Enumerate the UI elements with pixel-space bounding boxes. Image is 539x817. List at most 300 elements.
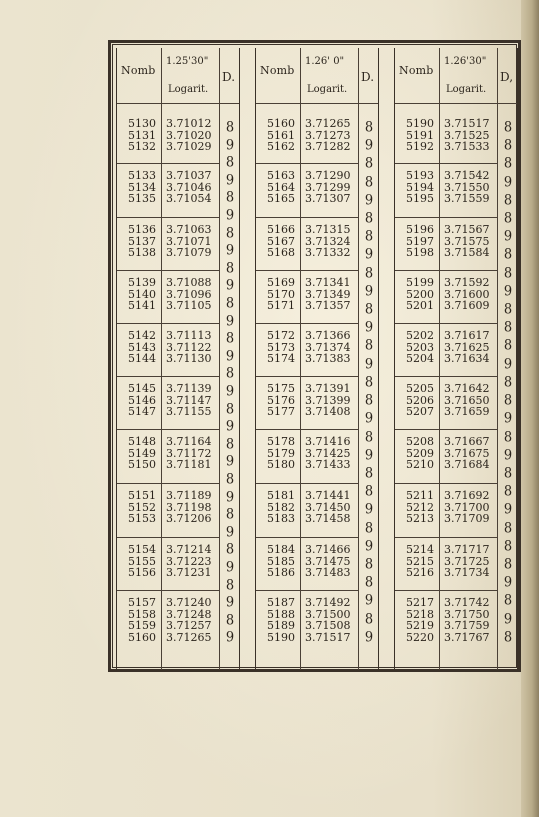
group-separator [117,483,219,484]
table-cell-logarit: 3.71012 [166,117,212,130]
group-separator [117,537,219,538]
table-cell-logarit: 3.71425 [305,446,351,460]
table-cell-logarit: 3.71759 [444,619,490,632]
table-cell-logarit: 3.71734 [444,566,490,579]
header-angle: 1.26' 0" [305,56,345,67]
table-cell-nomb: 5131 [128,128,156,142]
table-cell-difference: 8 [503,538,513,555]
table-cell-difference: 9 [364,137,374,154]
table-cell-difference: 8 [225,295,235,312]
table-cell-logarit: 3.71659 [444,405,490,418]
table-cell-difference: 8 [503,519,513,537]
table-cell-logarit: 3.71357 [305,299,351,312]
table-cell-logarit: 3.71147 [166,393,212,407]
group-separator [117,270,219,271]
table-cell-difference: 9 [225,348,235,365]
table-cell-difference: 8 [225,400,235,418]
table-cell-logarit: 3.71542 [444,169,490,182]
table-cell-logarit: 3.71307 [305,192,351,205]
table-block-1 [116,48,240,670]
table-cell-logarit: 3.71642 [444,382,490,395]
table-cell-difference: 8 [364,210,374,227]
table-cell-nomb: 5164 [267,180,295,194]
table-cell-nomb: 5139 [128,276,156,289]
table-cell-logarit: 3.71265 [305,117,351,130]
group-separator [395,590,497,591]
table-cell-difference: 8 [225,260,235,277]
table-cell-nomb: 5191 [406,128,434,142]
table-cell-nomb: 5156 [128,566,156,579]
table-cell-difference: 8 [364,519,374,537]
table-cell-difference: 9 [225,312,235,330]
table-cell-nomb: 5150 [128,458,156,471]
table-cell-nomb: 5177 [267,405,295,418]
table-cell-logarit: 3.71172 [166,446,212,460]
table-cell-difference: 8 [225,471,235,488]
header-nomb: Nomb [121,64,156,77]
table-cell-difference: 9 [364,355,374,373]
table-cell-nomb: 5182 [267,500,295,514]
table-cell-nomb: 5134 [128,180,156,194]
group-separator [395,323,497,324]
table-cell-logarit: 3.71450 [305,500,351,514]
table-cell-logarit: 3.71725 [444,554,490,568]
table-cell-nomb: 5173 [267,340,295,354]
table-cell-difference: 8 [503,192,513,209]
table-cell-logarit: 3.71037 [166,169,212,182]
table-cell-logarit: 3.71709 [444,512,490,525]
table-cell-difference: 9 [364,446,374,464]
table-cell-logarit: 3.71675 [444,446,490,460]
table-cell-nomb: 5154 [128,543,156,556]
table-cell-nomb: 5188 [267,607,295,621]
table-cell-logarit: 3.71029 [166,140,212,153]
table-cell-logarit: 3.71155 [166,405,212,418]
table-cell-logarit: 3.71592 [444,276,490,289]
table-cell-difference: 9 [503,446,513,464]
table-cell-difference: 8 [503,301,513,318]
table-cell-logarit: 3.71767 [444,630,490,644]
table-cell-logarit: 3.71625 [444,340,490,354]
group-separator [117,429,219,430]
table-cell-nomb: 5151 [128,489,156,502]
table-cell-difference: 9 [503,610,513,628]
table-cell-difference: 9 [364,192,374,209]
table-cell-nomb: 5143 [128,340,156,354]
table-cell-nomb: 5193 [406,169,434,182]
table-cell-difference: 8 [225,189,235,207]
table-cell-logarit: 3.71391 [305,382,351,395]
table-cell-nomb: 5178 [267,435,295,448]
table-cell-logarit: 3.71692 [444,489,490,502]
table-cell-nomb: 5187 [267,596,295,609]
table-cell-logarit: 3.71742 [444,596,490,609]
table-cell-difference: 9 [364,246,374,264]
group-separator [395,429,497,430]
header-logarit: Logarit. [307,84,348,95]
table-cell-logarit: 3.71240 [166,596,212,609]
table-cell-logarit: 3.71366 [305,329,351,342]
table-cell-nomb: 5205 [406,382,434,395]
table-cell-logarit: 3.71046 [166,180,212,194]
table-cell-difference: 8 [503,428,513,446]
table-cell-difference: 8 [225,541,235,559]
table-cell-logarit: 3.71341 [305,276,351,289]
table-cell-nomb: 5210 [406,458,434,471]
table-cell-logarit: 3.71113 [166,329,212,342]
table-cell-nomb: 5142 [128,329,156,342]
table-cell-difference: 9 [503,574,513,591]
table-cell-logarit: 3.71517 [305,630,351,644]
table-cell-difference: 8 [503,337,513,355]
table-cell-nomb: 5148 [128,435,156,448]
table-cell-nomb: 5192 [406,140,434,153]
group-separator [117,163,219,164]
table-cell-nomb: 5140 [128,287,156,301]
group-separator [117,590,219,591]
table-cell-difference: 8 [503,246,513,264]
table-cell-nomb: 5198 [406,246,434,259]
table-cell-difference: 8 [364,374,374,391]
table-cell-nomb: 5157 [128,596,156,609]
table-cell-difference: 9 [225,629,235,647]
table-cell-logarit: 3.71458 [305,512,351,525]
table-cell-difference: 8 [225,224,235,242]
group-separator [395,376,497,377]
table-cell-difference: 9 [503,501,513,519]
table-cell-difference: 9 [364,410,374,428]
table-cell-nomb: 5145 [128,382,156,395]
group-separator [256,217,358,218]
table-cell-nomb: 5176 [267,393,295,407]
table-cell-difference: 8 [364,155,374,173]
table-cell-nomb: 5175 [267,382,295,395]
table-cell-difference: 8 [503,137,513,154]
table-cell-difference: 9 [364,319,374,337]
table-cell-nomb: 5199 [406,276,434,289]
table-cell-nomb: 5185 [267,554,295,568]
table-cell-nomb: 5130 [128,117,156,130]
table-cell-difference: 8 [503,556,513,573]
table-cell-nomb: 5196 [406,223,434,236]
table-cell-nomb: 5170 [267,287,295,301]
table-cell-logarit: 3.71650 [444,393,490,407]
table-cell-nomb: 5161 [267,128,295,142]
group-separator [256,429,358,430]
table-cell-nomb: 5181 [267,489,295,502]
group-separator [256,270,358,271]
table-cell-difference: 8 [503,119,513,136]
table-cell-logarit: 3.71299 [305,180,351,194]
table-cell-difference: 8 [364,610,374,628]
table-cell-difference: 8 [503,319,513,337]
table-cell-difference: 9 [225,453,235,471]
table-cell-difference: 9 [225,242,235,259]
table-cell-difference: 9 [503,410,513,428]
table-cell-difference: 9 [503,283,513,300]
table-cell-logarit: 3.71667 [444,435,490,448]
table-cell-logarit: 3.71466 [305,543,351,556]
group-separator [256,323,358,324]
table-cell-logarit: 3.71290 [305,169,351,182]
table-cell-difference: 8 [225,154,235,171]
table-cell-nomb: 5194 [406,180,434,194]
table-cell-difference: 8 [364,228,374,245]
table-cell-nomb: 5147 [128,405,156,418]
table-cell-logarit: 3.71559 [444,192,490,205]
header-nomb: Nomb [399,64,434,77]
table-cell-logarit: 3.71550 [444,180,490,194]
table-cell-nomb: 5195 [406,192,434,205]
header-logarit: Logarit. [168,84,209,95]
table-cell-logarit: 3.71517 [444,117,490,130]
table-cell-nomb: 5216 [406,566,434,579]
table-cell-nomb: 5209 [406,446,434,460]
table-cell-logarit: 3.71492 [305,596,351,609]
table-cell-nomb: 5202 [406,329,434,342]
table-cell-logarit: 3.71567 [444,223,490,236]
table-cell-logarit: 3.71617 [444,329,490,342]
table-cell-logarit: 3.71206 [166,512,212,525]
table-cell-logarit: 3.71609 [444,299,490,312]
table-cell-nomb: 5218 [406,607,434,621]
table-cell-logarit: 3.71433 [305,458,351,471]
table-cell-difference: 9 [225,594,235,611]
table-cell-logarit: 3.71020 [166,128,212,142]
table-cell-logarit: 3.71130 [166,352,212,365]
table-cell-nomb: 5200 [406,287,434,301]
table-cell-nomb: 5174 [267,352,295,365]
group-separator [395,483,497,484]
table-cell-difference: 8 [225,436,235,453]
table-cell-logarit: 3.71700 [444,500,490,514]
table-cell-difference: 8 [503,483,513,500]
table-cell-logarit: 3.71105 [166,299,212,312]
table-cell-difference: 8 [364,483,374,500]
table-cell-nomb: 5201 [406,299,434,312]
table-cell-nomb: 5171 [267,299,295,312]
table-cell-logarit: 3.71634 [444,352,490,365]
table-cell-difference: 8 [364,119,374,136]
table-cell-difference: 8 [364,574,374,591]
table-cell-logarit: 3.71096 [166,287,212,301]
table-cell-difference: 9 [503,355,513,373]
table-cell-logarit: 3.71324 [305,234,351,248]
table-cell-nomb: 5215 [406,554,434,568]
table-cell-nomb: 5203 [406,340,434,354]
logarithm-table [108,40,521,672]
table-cell-logarit: 3.71063 [166,223,212,236]
table-cell-logarit: 3.71399 [305,393,351,407]
table-cell-logarit: 3.71332 [305,246,351,259]
table-cell-nomb: 5220 [406,630,434,644]
table-cell-difference: 8 [364,428,374,446]
table-cell-difference: 8 [503,465,513,482]
table-cell-nomb: 5186 [267,566,295,579]
table-cell-nomb: 5159 [128,619,156,632]
table-cell-logarit: 3.71088 [166,276,212,289]
table-cell-difference: 9 [225,383,235,400]
table-cell-logarit: 3.71181 [166,458,212,471]
table-cell-difference: 9 [503,173,513,191]
table-cell-logarit: 3.71416 [305,435,351,448]
group-separator [117,217,219,218]
table-cell-difference: 9 [225,488,235,506]
table-cell-nomb: 5153 [128,512,156,525]
table-cell-difference: 9 [503,228,513,245]
table-cell-nomb: 5166 [267,223,295,236]
table-cell-nomb: 5179 [267,446,295,460]
group-separator [256,590,358,591]
table-cell-nomb: 5184 [267,543,295,556]
table-cell-logarit: 3.71374 [305,340,351,354]
table-cell-difference: 8 [364,392,374,409]
table-cell-logarit: 3.71508 [305,619,351,632]
table-cell-difference: 8 [503,374,513,391]
table-cell-logarit: 3.71282 [305,140,351,153]
table-cell-difference: 8 [364,337,374,355]
table-cell-difference: 8 [503,629,513,646]
table-cell-nomb: 5162 [267,140,295,153]
table-cell-difference: 9 [225,418,235,435]
table-cell-logarit: 3.71483 [305,566,351,579]
table-cell-logarit: 3.71265 [166,630,212,644]
table-cell-difference: 8 [364,301,374,318]
table-cell-nomb: 5155 [128,554,156,568]
table-cell-logarit: 3.71383 [305,352,351,365]
table-cell-logarit: 3.71575 [444,234,490,248]
page-gutter [521,0,539,817]
table-cell-nomb: 5208 [406,435,434,448]
table-cell-difference: 8 [503,155,513,173]
table-cell-nomb: 5183 [267,512,295,525]
table-cell-nomb: 5133 [128,169,156,182]
table-cell-nomb: 5136 [128,223,156,236]
table-cell-nomb: 5165 [267,192,295,205]
table-cell-difference: 8 [503,210,513,227]
table-cell-nomb: 5146 [128,393,156,407]
table-cell-nomb: 5211 [406,489,434,502]
table-cell-difference: 9 [364,283,374,300]
table-cell-nomb: 5137 [128,234,156,248]
table-cell-logarit: 3.71231 [166,566,212,579]
table-cell-nomb: 5141 [128,299,156,312]
table-cell-nomb: 5204 [406,352,434,365]
table-cell-difference: 8 [364,264,374,282]
group-separator [117,323,219,324]
table-cell-logarit: 3.71500 [305,607,351,621]
table-cell-logarit: 3.71441 [305,489,351,502]
table-cell-logarit: 3.71257 [166,619,212,632]
table-cell-difference: 8 [364,556,374,573]
table-cell-nomb: 5168 [267,246,295,259]
table-cell-difference: 8 [503,264,513,282]
table-cell-logarit: 3.71189 [166,489,212,502]
table-cell-logarit: 3.71600 [444,287,490,301]
table-cell-nomb: 5190 [406,117,434,130]
table-cell-logarit: 3.71475 [305,554,351,568]
table-cell-difference: 9 [225,559,235,576]
table-cell-difference: 8 [225,365,235,383]
table-cell-nomb: 5163 [267,169,295,182]
group-separator [395,217,497,218]
table-cell-nomb: 5138 [128,246,156,259]
table-cell-nomb: 5189 [267,619,295,632]
table-cell-logarit: 3.71214 [166,543,212,556]
group-separator [395,537,497,538]
table-cell-difference: 8 [503,392,513,409]
table-cell-nomb: 5212 [406,500,434,514]
group-separator [256,483,358,484]
table-cell-difference: 8 [225,330,235,347]
table-cell-nomb: 5207 [406,405,434,418]
table-cell-logarit: 3.71223 [166,554,212,568]
table-cell-nomb: 5169 [267,276,295,289]
table-cell-logarit: 3.71349 [305,287,351,301]
table-cell-logarit: 3.71533 [444,140,490,153]
table-cell-nomb: 5160 [267,117,295,130]
table-cell-difference: 9 [225,136,235,154]
table-cell-logarit: 3.71525 [444,128,490,142]
table-cell-difference: 8 [364,465,374,482]
table-cell-nomb: 5135 [128,192,156,205]
table-cell-nomb: 5217 [406,596,434,609]
table-cell-logarit: 3.71408 [305,405,351,418]
table-cell-logarit: 3.71054 [166,192,212,205]
group-separator [256,376,358,377]
table-cell-logarit: 3.71164 [166,435,212,448]
table-cell-nomb: 5132 [128,140,156,153]
table-cell-logarit: 3.71079 [166,246,212,259]
table-cell-nomb: 5180 [267,458,295,471]
group-separator [395,163,497,164]
table-cell-nomb: 5197 [406,234,434,248]
header-angle: 1.26'30" [444,56,487,67]
table-cell-logarit: 3.71273 [305,128,351,142]
table-cell-nomb: 5152 [128,500,156,514]
table-cell-nomb: 5149 [128,446,156,460]
table-cell-difference: 8 [225,119,235,136]
header-d: D. [222,70,236,84]
table-cell-logarit: 3.71717 [444,543,490,556]
group-separator [256,537,358,538]
table-cell-logarit: 3.71122 [166,340,212,354]
table-cell-nomb: 5172 [267,329,295,342]
table-cell-nomb: 5190 [267,630,295,644]
group-separator [395,270,497,271]
table-cell-logarit: 3.71584 [444,246,490,259]
table-cell-nomb: 5219 [406,619,434,632]
header-nomb: Nomb [260,64,295,77]
table-cell-difference: 9 [225,207,235,224]
table-cell-nomb: 5160 [128,630,156,644]
table-block-3 [394,48,518,670]
table-cell-logarit: 3.71071 [166,234,212,248]
table-cell-logarit: 3.71684 [444,458,490,471]
table-cell-difference: 9 [225,524,235,541]
group-separator [256,163,358,164]
table-cell-difference: 9 [225,172,235,189]
table-cell-logarit: 3.71315 [305,223,351,236]
table-cell-logarit: 3.71198 [166,500,212,514]
table-cell-nomb: 5206 [406,393,434,407]
header-logarit: Logarit. [446,84,487,95]
table-cell-difference: 9 [364,629,374,646]
table-cell-difference: 9 [364,501,374,519]
table-cell-logarit: 3.71139 [166,382,212,395]
table-cell-logarit: 3.71248 [166,607,212,621]
table-cell-logarit: 3.71750 [444,607,490,621]
